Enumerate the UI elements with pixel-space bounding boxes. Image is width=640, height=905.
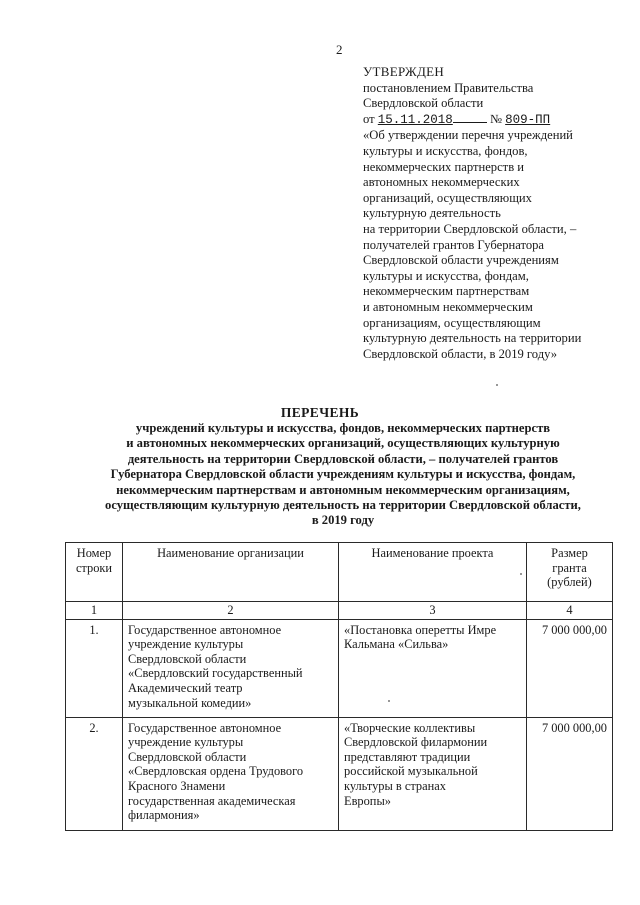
row-number: 2. [66,717,123,830]
approval-title-line: некоммерческим партнерствам [363,284,530,299]
number-sign: № [489,111,502,126]
approval-title-line: получателей грантов Губернатора [363,237,545,252]
column-number-row [66,602,613,620]
subtitle-line: Губернатора Свердловской области учреждениям культуры и искусства, фондам, [110,467,576,482]
approval-title-line: культурную деятельность на территории [363,331,582,346]
document-subtitle [66,421,620,529]
project-name: «Постановка оперетты Имре Кальмана «Сильва» [339,619,527,717]
page-number: 2 [336,42,343,57]
date-prefix: от [363,111,375,126]
subtitle-line: учреждений культуры и искусства, фондов, некоммерческих партнерств [135,421,551,435]
approval-heading: УТВЕРЖДЕН [363,64,445,79]
approval-title-line: на территории Свердловской области, – [363,221,577,236]
header-grant: Размер гранта (рублей) [527,543,613,602]
approval-line: Свердловской области [363,96,484,111]
organization-name: Государственное автономное учреждение культуры Свердловской области «Свердловский государственный Академический театр музыкальной комедии» [123,619,339,717]
approval-title-line: «Об утверждении перечня учреждений [363,128,573,143]
organization-name: Государственное автономное учреждение культуры Свердловской области «Свердловская ордена Трудового Красного Знамени государственная академическая филармония» [123,717,339,830]
row-number: 1. [66,619,123,717]
column-number: 1 [66,602,123,620]
table-header-row [66,543,613,602]
subtitle-line: и автономных некоммерческих организаций, осуществляющих культурную [126,436,560,451]
header-project: Наименование проекта [339,543,527,602]
subtitle-line: в 2019 году [311,513,375,528]
approval-title-line: Свердловской области, в 2019 году» [363,346,558,361]
project-name: «Творческие коллективы Свердловской филармонии представляют традиции российской музыкальной культуры в странах Европы» [339,717,527,830]
header-row-number: Номер строки [66,543,123,602]
approval-title-line: и автономным некоммерческим [363,299,533,314]
approval-date-line [363,112,633,129]
approval-title-line: культуры и искусства, фондам, [363,268,529,283]
approval-title-line: культуры и искусства, фондов, [363,143,528,158]
header-organization: Наименование организации [123,543,339,602]
approval-title-line: некоммерческих партнерств и [363,159,525,174]
approval-number: 809-ПП [505,112,551,127]
approval-title-line: культурную деятельность [363,206,501,221]
grant-amount: 7 000 000,00 [527,717,613,830]
subtitle-line: деятельность на территории Свердловской области, – получателей грантов [127,451,559,466]
subtitle-line: некоммерческим партнерствам и автономным некоммерческим организациям, [116,482,570,497]
approval-title-line: организаций, осуществляющих [363,190,532,205]
approval-line: постановлением Правительства [363,80,534,95]
column-number: 3 [339,602,527,620]
document-title: ПЕРЕЧЕНЬ [280,405,360,420]
column-number: 2 [123,602,339,620]
approval-title-line: автономных некоммерческих [363,175,520,190]
grant-amount: 7 000 000,00 [527,619,613,717]
approval-date: 15.11.2018 [377,112,453,127]
scan-speck [496,384,498,386]
approval-title-line: Свердловской области учреждениям [363,253,559,268]
scan-speck [388,700,390,702]
approval-stamp [363,64,633,362]
approval-title-line: организациям, осуществляющим [363,315,541,330]
column-number: 4 [527,602,613,620]
scan-speck [520,573,522,575]
subtitle-line: осуществляющим культурную деятельность на территории Свердловской области, [105,498,581,513]
table-row [66,619,613,717]
grants-table [65,542,613,831]
table-row [66,717,613,830]
